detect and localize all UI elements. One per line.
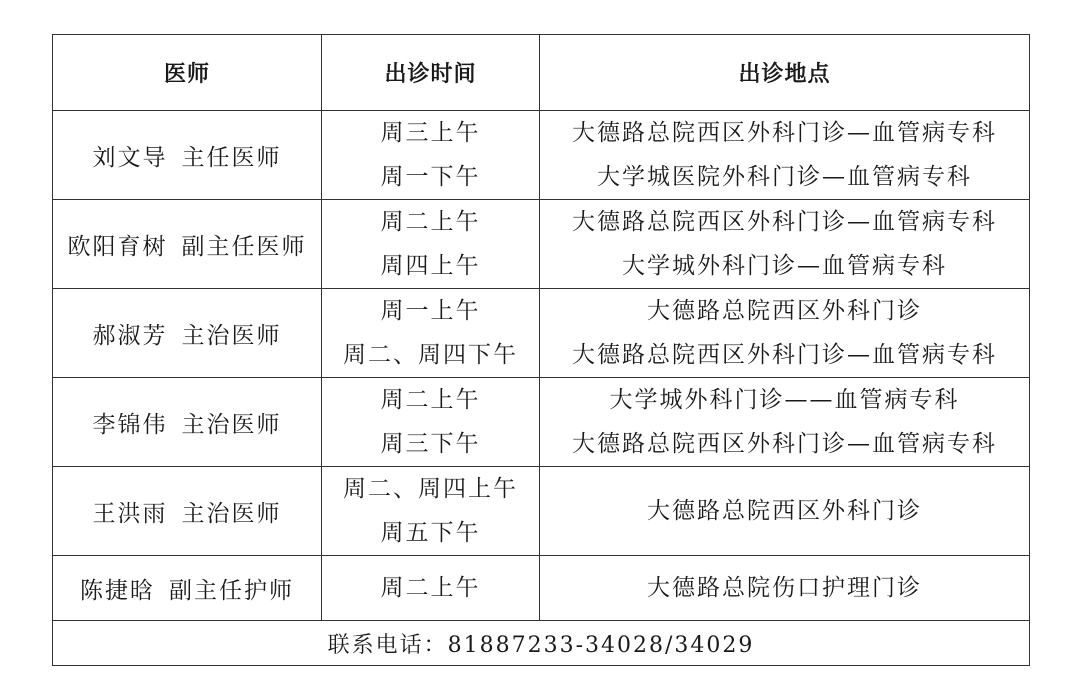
time-slot: 周二上午 (380, 387, 481, 413)
time-slot: 周五下午 (380, 520, 481, 546)
table-row (53, 111, 1030, 200)
table-row (53, 289, 1030, 378)
place-cell (540, 467, 1030, 556)
header-place: 出诊地点 (540, 35, 1030, 111)
place-cell (540, 289, 1030, 378)
place-cell (540, 378, 1030, 467)
time-slot: 周二上午 (380, 209, 481, 235)
time-slot: 周二上午 (380, 575, 481, 601)
clinic-location: 大学城医院外科门诊—血管病专科 (597, 164, 972, 190)
table-row (53, 200, 1030, 289)
doctor-name: 刘文导 (92, 144, 168, 171)
time-cell (322, 467, 540, 556)
doctor-title: 主任医师 (181, 144, 282, 171)
doctor-title: 副主任医师 (181, 233, 307, 260)
time-cell (322, 289, 540, 378)
clinic-location: 大德路总院西区外科门诊—血管病专科 (572, 342, 997, 368)
time-slot: 周一下午 (380, 164, 481, 190)
doctor-name: 郝淑芳 (92, 322, 168, 349)
doctor-title: 主治医师 (181, 411, 282, 438)
time-cell (322, 200, 540, 289)
doctor-cell (53, 378, 322, 467)
doctor-cell (53, 200, 322, 289)
doctor-title: 主治医师 (181, 322, 282, 349)
table-row (53, 467, 1030, 556)
clinic-location: 大德路总院西区外科门诊 (647, 498, 922, 524)
clinic-location: 大德路总院伤口护理门诊 (647, 575, 922, 601)
header-time: 出诊时间 (322, 35, 540, 111)
time-slot: 周三下午 (380, 431, 481, 457)
time-cell (322, 111, 540, 200)
header-doctor: 医师 (53, 35, 322, 111)
doctor-name: 欧阳育树 (67, 233, 168, 260)
table-row (53, 378, 1030, 467)
clinic-location: 大学城外科门诊——血管病专科 (609, 387, 960, 413)
time-slot: 周四上午 (380, 253, 481, 279)
place-cell (540, 200, 1030, 289)
doctor-name: 王洪雨 (92, 500, 168, 527)
doctor-name: 李锦伟 (92, 411, 168, 438)
clinic-location: 大德路总院西区外科门诊 (647, 298, 922, 324)
doctor-cell (53, 556, 322, 621)
header-row (53, 35, 1030, 111)
place-cell (540, 556, 1030, 621)
clinic-location: 大学城外科门诊—血管病专科 (622, 253, 947, 279)
time-slot: 周三上午 (380, 120, 481, 146)
clinic-location: 大德路总院西区外科门诊—血管病专科 (572, 209, 997, 235)
doctor-cell (53, 289, 322, 378)
place-cell (540, 111, 1030, 200)
doctor-cell (53, 111, 322, 200)
time-cell (322, 556, 540, 621)
doctor-name: 陈捷晗 (80, 577, 155, 604)
doctor-cell (53, 467, 322, 556)
contact-row (53, 621, 1030, 666)
time-cell (322, 378, 540, 467)
contact-phone: 联系电话：81887233-34028/34029 (53, 621, 1030, 666)
time-slot: 周二、周四上午 (343, 476, 518, 502)
clinic-location: 大德路总院西区外科门诊—血管病专科 (572, 431, 997, 457)
time-slot: 周二、周四下午 (343, 342, 518, 368)
table-row (53, 556, 1030, 621)
time-slot: 周一上午 (380, 298, 481, 324)
doctor-title: 主治医师 (181, 500, 282, 527)
doctor-title: 副主任护师 (169, 577, 294, 604)
clinic-schedule-table (52, 34, 1030, 666)
clinic-location: 大德路总院西区外科门诊—血管病专科 (572, 120, 997, 146)
